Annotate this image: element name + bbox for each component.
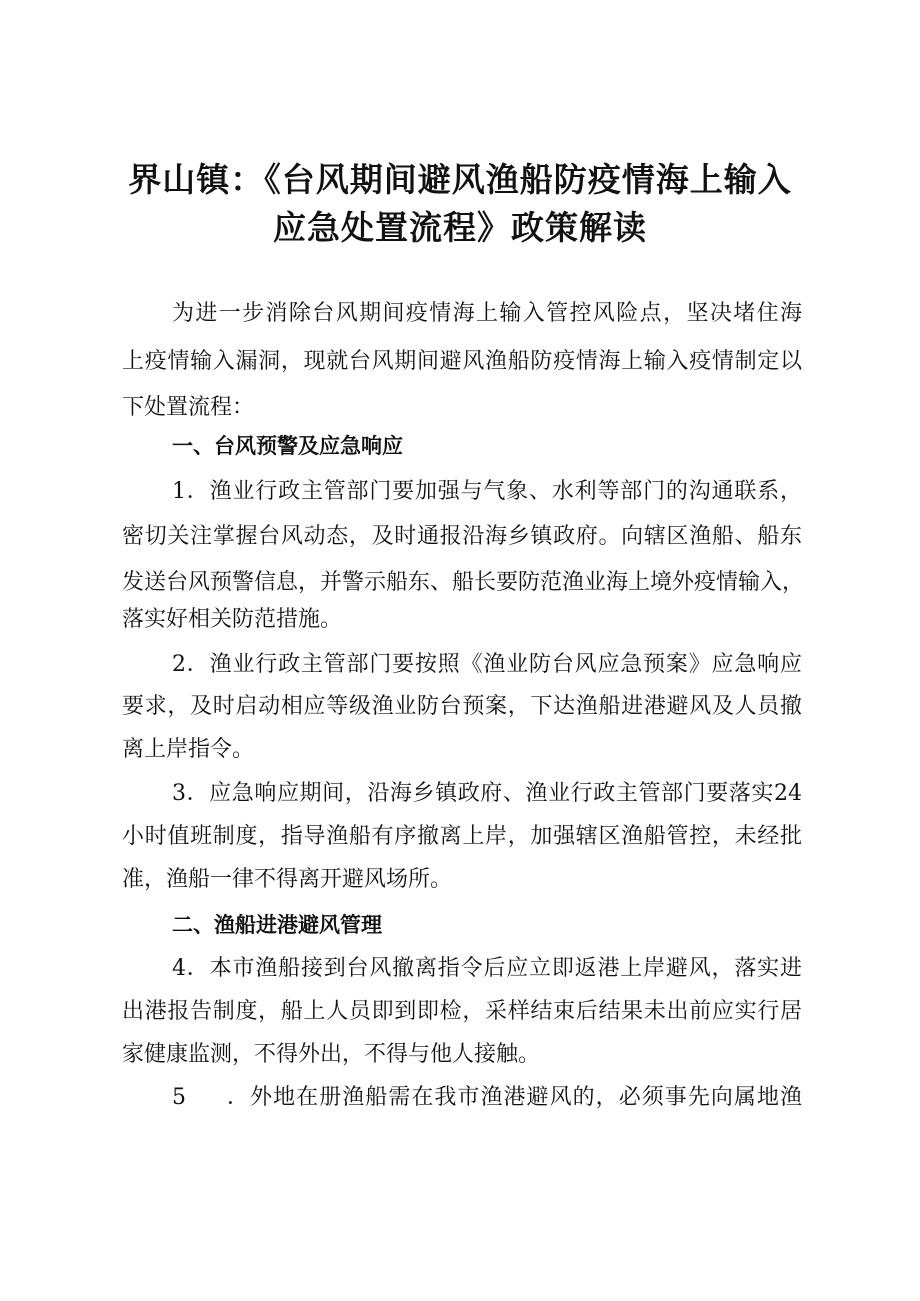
- document-title-line-1: 界山镇：《台风期间避风渔船防疫情海上输入: [128, 160, 792, 199]
- section-heading-2: 二、渔船进港避风管理: [172, 913, 382, 937]
- item-3-line: 小时值班制度，指导渔船有序撤离上岸，加强辖区渔船管控，未经批: [122, 824, 802, 849]
- item-3-line: 准，渔船一律不得离开避风场所。: [122, 867, 453, 892]
- item-1-line: 1．渔业行政主管部门要加强与气象、水利等部门的沟通联系，: [172, 479, 802, 504]
- item-2-line: 离上岸指令。: [122, 737, 255, 762]
- intro-line: 为进一步消除台风期间疫情海上输入管控风险点，坚决堵住海: [172, 301, 802, 326]
- item-5-text: ．外地在册渔船需在我市渔港避风的，必须事先向属地渔: [226, 1085, 802, 1110]
- intro-line: 下处置流程：: [122, 395, 255, 420]
- item-4-line: 出港报告制度，船上人员即到即检，采样结束后结果未出前应实行居: [122, 999, 802, 1024]
- item-1-line: 落实好相关防范措施。: [122, 607, 343, 632]
- section-heading-1: 一、台风预警及应急响应: [172, 434, 403, 458]
- item-2-line: 2．渔业行政主管部门要按照《渔业防台风应急预案》应急响应: [172, 652, 802, 677]
- item-5-line: [172, 1083, 802, 1113]
- item-1-line: 发送台风预警信息，并警示船东、船长要防范渔业海上境外疫情输入，: [122, 570, 805, 595]
- item-4-line: 4．本市渔船接到台风撤离指令后应立即返港上岸避风，落实进: [172, 956, 802, 981]
- document-title-line-2: 应急处置流程》政策解读: [273, 208, 647, 247]
- item-2-line: 要求，及时启动相应等级渔业防台预案，下达渔船进港避风及人员撤: [122, 694, 802, 719]
- item-4-line: 家健康监测，不得外出，不得与他人接触。: [122, 1042, 541, 1067]
- item-5-number: 5: [172, 1085, 186, 1110]
- item-3-line: 3．应急响应期间，沿海乡镇政府、渔业行政主管部门要落实24: [172, 781, 802, 806]
- item-1-line: 密切关注掌握台风动态，及时通报沿海乡镇政府。向辖区渔船、船东: [122, 524, 802, 549]
- intro-line: 上疫情输入漏洞，现就台风期间避风渔船防疫情海上输入疫情制定以: [122, 349, 802, 374]
